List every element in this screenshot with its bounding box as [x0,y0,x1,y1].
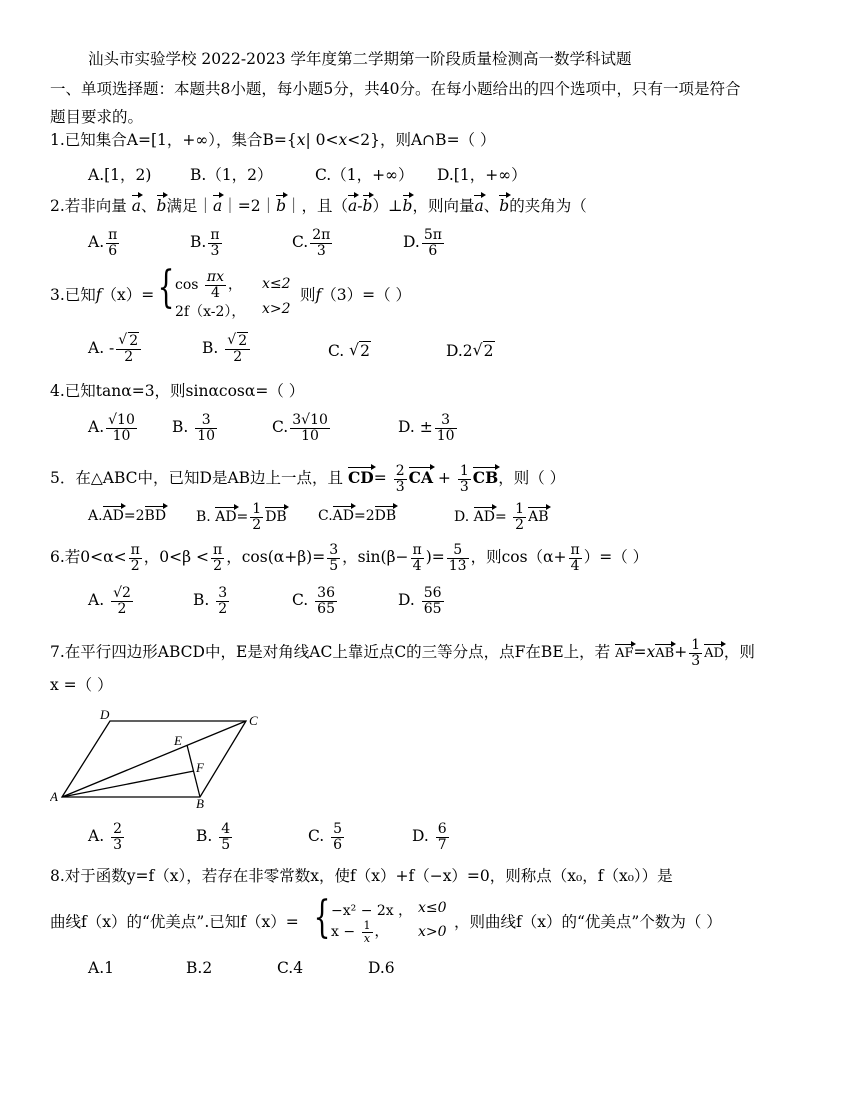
label-d: D [100,707,110,722]
question-3-option-b: B. √ $\frac{2}{2}$ [202,334,252,364]
question-5-option-c: C.AD=2DB [318,508,397,524]
piecewise-brace: { [157,262,175,313]
question-7-line2: x =（ ） [50,676,113,694]
question-3-piece-1-cond: x≤2 [262,276,291,292]
question-6-option-d: D. $\frac{56}{65}$ [398,585,442,617]
segment-af [62,771,194,797]
question-1-option-b: B.（1，2） [190,166,273,184]
question-3-piece-2-cond: x>2 [262,301,291,317]
question-6-stem: 6.若0<α< $\frac{\pi}{2}$ ，0<β < $\frac{\pi}{2}$ ，cos(α+β)= $\frac{3}{5}$ ，sin(β− $\frac{\pi}{4}$ )= $\frac{5}{13}$ ，则cos（α+ $\frac{\pi}{4}$ ）=（ ） [50,542,649,574]
question-3-option-d: D.2√ 2 [446,342,495,360]
question-1-option-d: D.[1，+∞） [437,166,527,184]
question-8-line2-a: 曲线f（x）的“优美点”.已知f（x）= [50,913,299,931]
question-8-option-c: C.4 [277,959,304,977]
diagonal-ac [62,721,246,797]
question-3-option-c: C. √ 2 [328,342,371,360]
question-5-option-d: D. AD= $\frac{1}{2}$ AB [454,501,549,533]
question-3-piece-2: 2f（x-2）， [175,304,246,320]
question-2-option-a: A. $\frac{\pi}{6}$ [88,227,118,259]
question-2-stem: 2.若非向量 a、b满足｜a｜=2｜b｜，且（a-b）⊥b，则向量a、b的夹角为（ [50,197,587,215]
question-8-piece-2: x − $\frac{1}{x}$ ， [331,919,389,945]
label-b: B [196,796,204,810]
question-4-option-c: C. $\frac{3√10}{10}$ [272,412,328,444]
question-7-option-a: A. $\frac{2}{3}$ [88,821,122,853]
question-4-option-d: D. ± $\frac{3}{10}$ [398,412,455,444]
section-intro-line1: 一、单项选择题：本题共8小题，每小题5分，共40分。在每小题给出的四个选项中，只有一项是符合 [50,80,741,98]
label-f: F [196,760,204,775]
question-4-stem: 4.已知tanα=3，则sinαcosα=（ ） [50,382,305,400]
question-4-option-a: A. $\frac{√10}{10}$ [88,412,135,444]
parallelogram-figure [50,705,270,810]
question-8-line1: 8.对于函数y=f（x），若存在非零常数x，使f（x）+f（−x）=0，则称点（x₀，f（x₀））是 [50,867,673,885]
page-title: 汕头市实验学校 2022-2023 学年度第二学期第一阶段质量检测高一数学科试题 [88,50,632,68]
label-c: C [249,713,258,728]
question-1-option-a: A.[1，2) [88,166,152,184]
question-1-option-c: C.（1，+∞） [315,166,414,184]
question-8-option-a: A.1 [88,959,114,977]
question-5-option-b: B. AD= $\frac{1}{2}$ DB [196,501,287,533]
question-8-piece-1-cond: x≤0 [418,900,447,916]
question-6-option-b: B. $\frac{3}{2}$ [193,585,228,617]
question-8-piece-1: −x² − 2x ， [331,903,413,919]
piecewise-brace-q8: { [313,892,331,943]
question-8-line2-b: ，则曲线f（x）的“优美点”个数为（ ） [454,913,722,931]
question-8-option-b: B.2 [186,959,213,977]
question-8-option-d: D.6 [368,959,395,977]
question-7-option-b: B. $\frac{4}{5}$ [196,821,231,853]
label-e: E [174,733,182,748]
question-7-option-c: C. $\frac{5}{6}$ [308,821,343,853]
label-a: A [50,789,58,804]
question-5-stem: 5．在△ABC中，已知D是AB边上一点，且 CD= $\frac{2}{3}$ CA + $\frac{1}{3}$ CB，则（ ） [50,463,566,495]
question-1-stem: 1.已知集合A=[1，+∞），集合B={x| 0<x<2}，则A∩B=（ ） [50,131,496,149]
question-7-option-d: D. $\frac{6}{7}$ [412,821,447,853]
question-3-stem-b: 则f（3）=（ ） [300,286,412,304]
question-2-option-c: C. $\frac{2\pi}{3}$ [292,227,331,259]
question-3-option-a: A. - √ $\frac{2}{2}$ [88,334,143,364]
question-4-option-b: B. $\frac{3}{10}$ [172,412,216,444]
question-6-option-a: A. $\frac{√2}{2}$ [88,585,131,617]
question-5-option-a: A.AD=2BD [88,508,167,524]
question-3-stem-a: 3.已知f（x）= [50,286,155,304]
question-2-option-d: D. $\frac{5\pi}{6}$ [403,227,442,259]
section-intro-line2: 题目要求的。 [50,108,144,126]
question-2-option-b: B. $\frac{\pi}{3}$ [190,227,220,259]
question-7-stem: 7.在平行四边形ABCD中，E是对角线AC上靠近点C的三等分点，点F在BE上，若 AF=xAB+ $\frac{1}{3}$ AD，则 [50,637,755,669]
question-8-piece-2-cond: x>0 [418,924,447,940]
question-3-piece-1: cos $\frac{\pi x}{4}$ ， [175,269,243,301]
question-6-option-c: C. $\frac{36}{65}$ [292,585,335,617]
